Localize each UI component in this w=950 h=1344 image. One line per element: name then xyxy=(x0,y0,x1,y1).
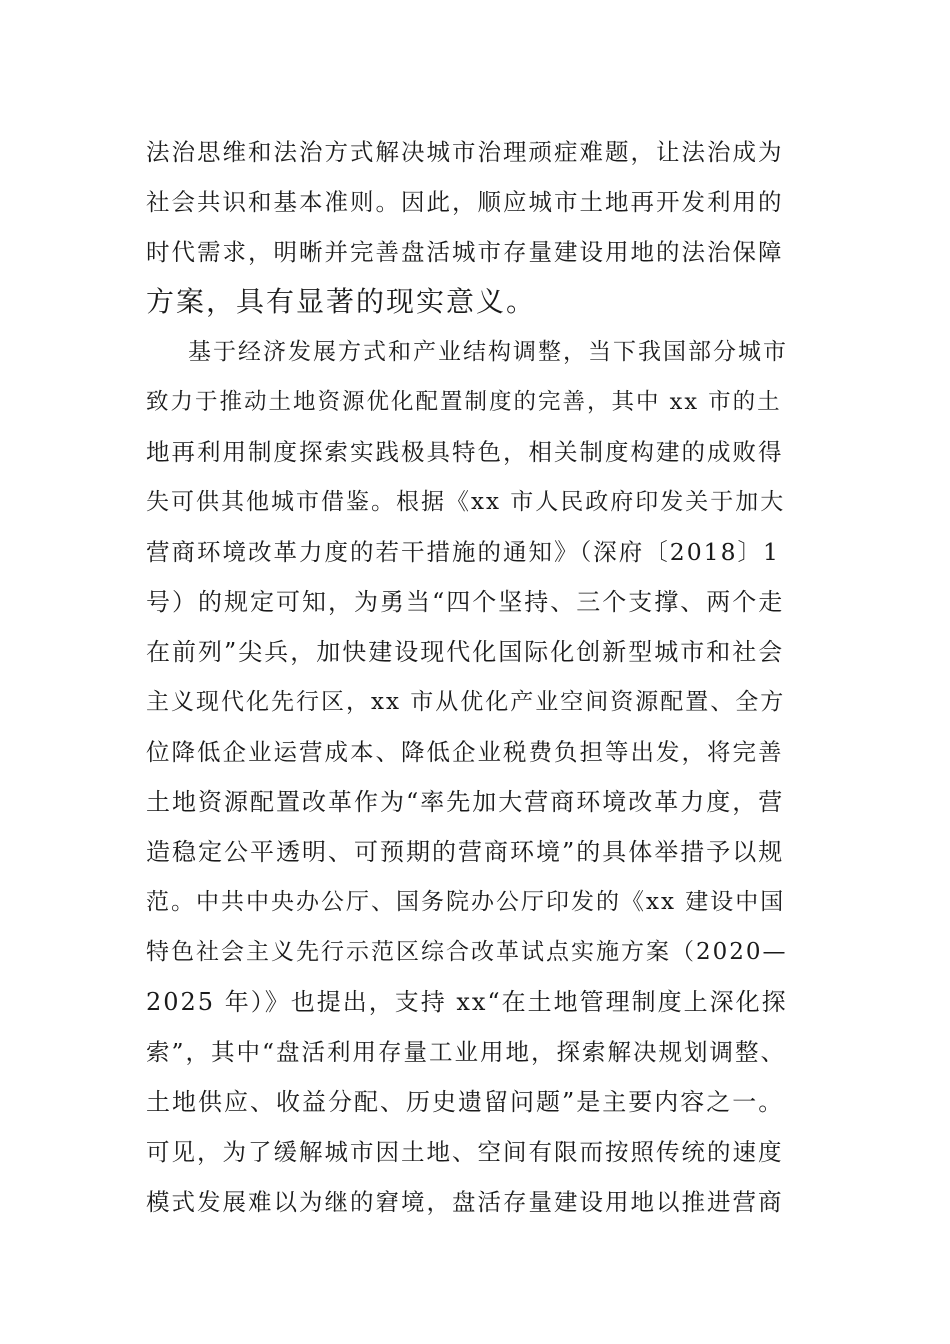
text-line-1: 法治思维和法治方式解决城市治理顽症难题，让法治成为 xyxy=(146,138,784,166)
text-line-19: 索”，其中“盘活利用存量工业用地，探索解决规划调整、 xyxy=(146,1038,787,1066)
text-line-21: 可见，为了缓解城市因土地、空间有限而按照传统的速度 xyxy=(146,1138,784,1166)
text-line-13: 位降低企业运营成本、降低企业税费负担等出发，将完善 xyxy=(146,738,784,766)
paragraph-start-line: 基于经济发展方式和产业结构调整，当下我国部分城市 xyxy=(188,339,788,365)
text-line-6: 致力于推动土地资源优化配置制度的完善，其中 xx 市的土 xyxy=(146,389,782,415)
text-line-20: 土地供应、收益分配、历史遗留问题”是主要内容之一。 xyxy=(146,1088,785,1116)
text-line-12: 主义现代化先行区，xx 市从优化产业空间资源配置、全方 xyxy=(146,689,786,715)
text-line-22: 模式发展难以为继的窘境，盘活存量建设用地以推进营商 xyxy=(146,1188,784,1216)
text-line-16: 范。中共中央办公厅、国务院办公厅印发的《xx 建设中国 xyxy=(146,889,786,915)
text-line-4: 方案，具有显著的现实意义。 xyxy=(146,285,537,318)
text-line-18: 2025 年）》也提出，支持 xx“在土地管理制度上深化探 xyxy=(146,988,788,1016)
text-line-8: 失可供其他城市借鉴。根据《xx 市人民政府印发关于加大 xyxy=(146,489,786,515)
text-line-9: 营商环境改革力度的若干措施的通知》（深府〔2018〕1 xyxy=(146,538,781,566)
text-line-10: 号）的规定可知，为勇当“四个坚持、三个支撑、两个走 xyxy=(146,588,785,616)
text-line-7: 地再利用制度探索实践极具特色，相关制度构建的成败得 xyxy=(146,438,784,466)
text-line-11: 在前列”尖兵，加快建设现代化国际化创新型城市和社会 xyxy=(146,638,785,666)
text-line-14: 土地资源配置改革作为“率先加大营商环境改革力度，营 xyxy=(146,788,785,816)
text-line-17: 特色社会主义先行示范区综合改革试点实施方案（2020— xyxy=(146,939,788,965)
text-line-2: 社会共识和基本准则。因此，顺应城市土地再开发利用的 xyxy=(146,188,784,216)
text-line-15: 造稳定公平透明、可预期的营商环境”的具体举措予以规 xyxy=(146,838,785,866)
text-line-3: 时代需求，明晰并完善盘活城市存量建设用地的法治保障 xyxy=(146,238,784,266)
